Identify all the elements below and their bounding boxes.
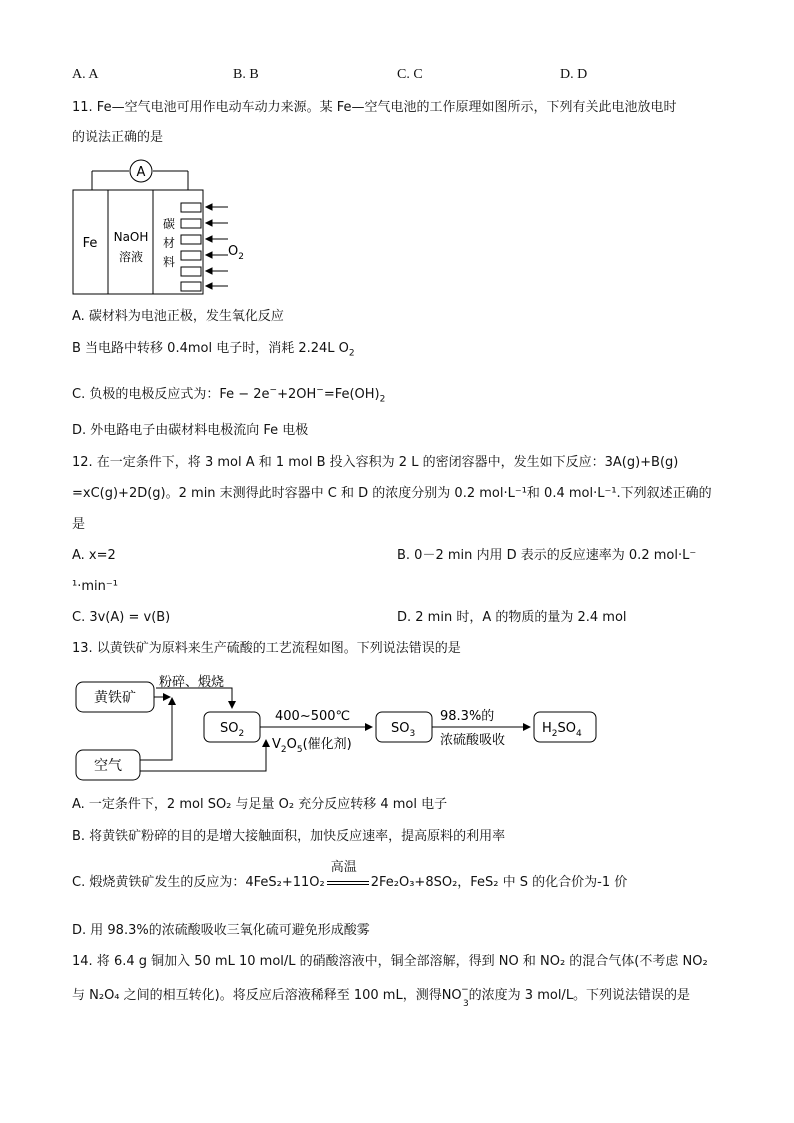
electrolyte-label-2: 溶液 <box>118 250 144 264</box>
q12-option-b-line2: ¹·min⁻¹ <box>72 579 118 594</box>
cathode-char-2: 材 <box>162 236 176 250</box>
q12-option-c: C. 3v(A) = v(B) <box>72 610 171 625</box>
electrolyte-label-1: NaOH <box>113 230 149 244</box>
q10-option-b: B. B <box>233 67 259 82</box>
q14-stem-line1: 14. 将 6.4 g 铜加入 50 mL 10 mol/L 的硝酸溶液中，铜全部溶解，得到 NO 和 NO₂ 的混合气体(不考虑 NO₂ <box>72 954 708 969</box>
q11-stem-line2: 的说法正确的是 <box>72 130 164 145</box>
air-label: 空气 <box>94 758 122 774</box>
q12-stem-line3: 是 <box>72 517 86 532</box>
oxygen-arrows <box>206 204 228 289</box>
fe-electrode-label: Fe <box>82 236 98 251</box>
q12-option-d: D. 2 min 时，A 的物质的量为 2.4 mol <box>397 610 627 625</box>
pyrite-label: 黄铁矿 <box>94 690 136 706</box>
q11-option-b: B 当电路中转移 0.4mol 电子时，消耗 2.24L $O_2$ <box>72 341 355 359</box>
o2-label: $O_2$ <box>228 244 244 262</box>
catalyst-label: $V_2O_5$(催化剂) <box>272 737 352 755</box>
so3-label: $SO_3$ <box>391 721 416 739</box>
temperature-label: 400~500℃ <box>275 709 351 724</box>
q14-stem-line2: 与 N₂O₄ 之间的相互转化)。将反应后溶液稀释至 100 mL，测得NO − 3 的浓度为 3 mol/L。下列说法错误的是 <box>72 985 691 1009</box>
pore-slots <box>181 203 201 291</box>
acid-label-2: 浓硫酸吸收 <box>440 733 506 748</box>
q11-option-c: C. 负极的电极反应式为：$Fe - 2e^-+2OH^-=Fe(OH)_2$ <box>72 385 386 405</box>
cathode-char-1: 碳 <box>162 217 176 231</box>
q13-option-c: C. 煅烧黄铁矿发生的反应为：4FeS₂+11O₂ 高温 2Fe₂O₃+8SO₂，FeS₂ 中 S 的化合价为-1 价 <box>72 860 628 890</box>
crush-label: 粉碎、煅烧 <box>159 675 225 690</box>
q13-option-d: D. 用 98.3%的浓硫酸吸收三氧化硫可避免形成酸雾 <box>72 923 370 938</box>
q11-stem-line1: 11. Fe—空气电池可用作电动车动力来源。某 Fe—空气电池的工作原理如图所示，下列有关此电池放电时 <box>72 100 677 115</box>
q11-option-d: D. 外电路电子由碳材料电极流向 Fe 电极 <box>72 423 309 438</box>
q12-option-b-line1: B. 0－2 min 内用 D 表示的反应速率为 0.2 mol·L⁻ <box>397 548 697 563</box>
q12-option-a: A. x=2 <box>72 548 116 563</box>
q13-stem: 13. 以黄铁矿为原料来生产硫酸的工艺流程如图。下列说法错误的是 <box>72 641 461 656</box>
q13-option-a: A. 一定条件下，2 mol SO₂ 与足量 O₂ 充分反应转移 4 mol 电子 <box>72 797 448 812</box>
acid-label-1: 98.3%的 <box>440 709 495 724</box>
so2-label: $SO_2$ <box>220 721 245 739</box>
q12-stem-line2: =xC(g)+2D(g)。2 min 末测得此时容器中 C 和 D 的浓度分别为 0.2 mol·L⁻¹和 0.4 mol·L⁻¹.下列叙述正确的 <box>72 486 712 501</box>
high-temp-condition: 高温 <box>330 860 357 875</box>
h2so4-label: $H_2SO_4$ <box>542 721 582 739</box>
ammeter-label: A <box>136 165 146 180</box>
battery-diagram <box>70 155 260 297</box>
q13-option-b: B. 将黄铁矿粉碎的目的是增大接触面积，加快反应速率，提高原料的利用率 <box>72 829 506 844</box>
q10-option-d: D. D <box>560 67 588 82</box>
q12-stem-line1: 12. 在一定条件下，将 3 mol A 和 1 mol B 投入容积为 2 L 的密闭容器中，发生如下反应：3A(g)+B(g) <box>72 455 679 470</box>
q10-option-c: C. C <box>397 67 423 82</box>
q10-option-a: A. A <box>72 67 99 82</box>
q11-option-a: A. 碳材料为电池正极，发生氧化反应 <box>72 309 284 324</box>
process-flow-diagram <box>70 668 610 783</box>
nitrate-ion: NO − 3 <box>441 985 469 1009</box>
cathode-char-3: 料 <box>162 255 176 269</box>
